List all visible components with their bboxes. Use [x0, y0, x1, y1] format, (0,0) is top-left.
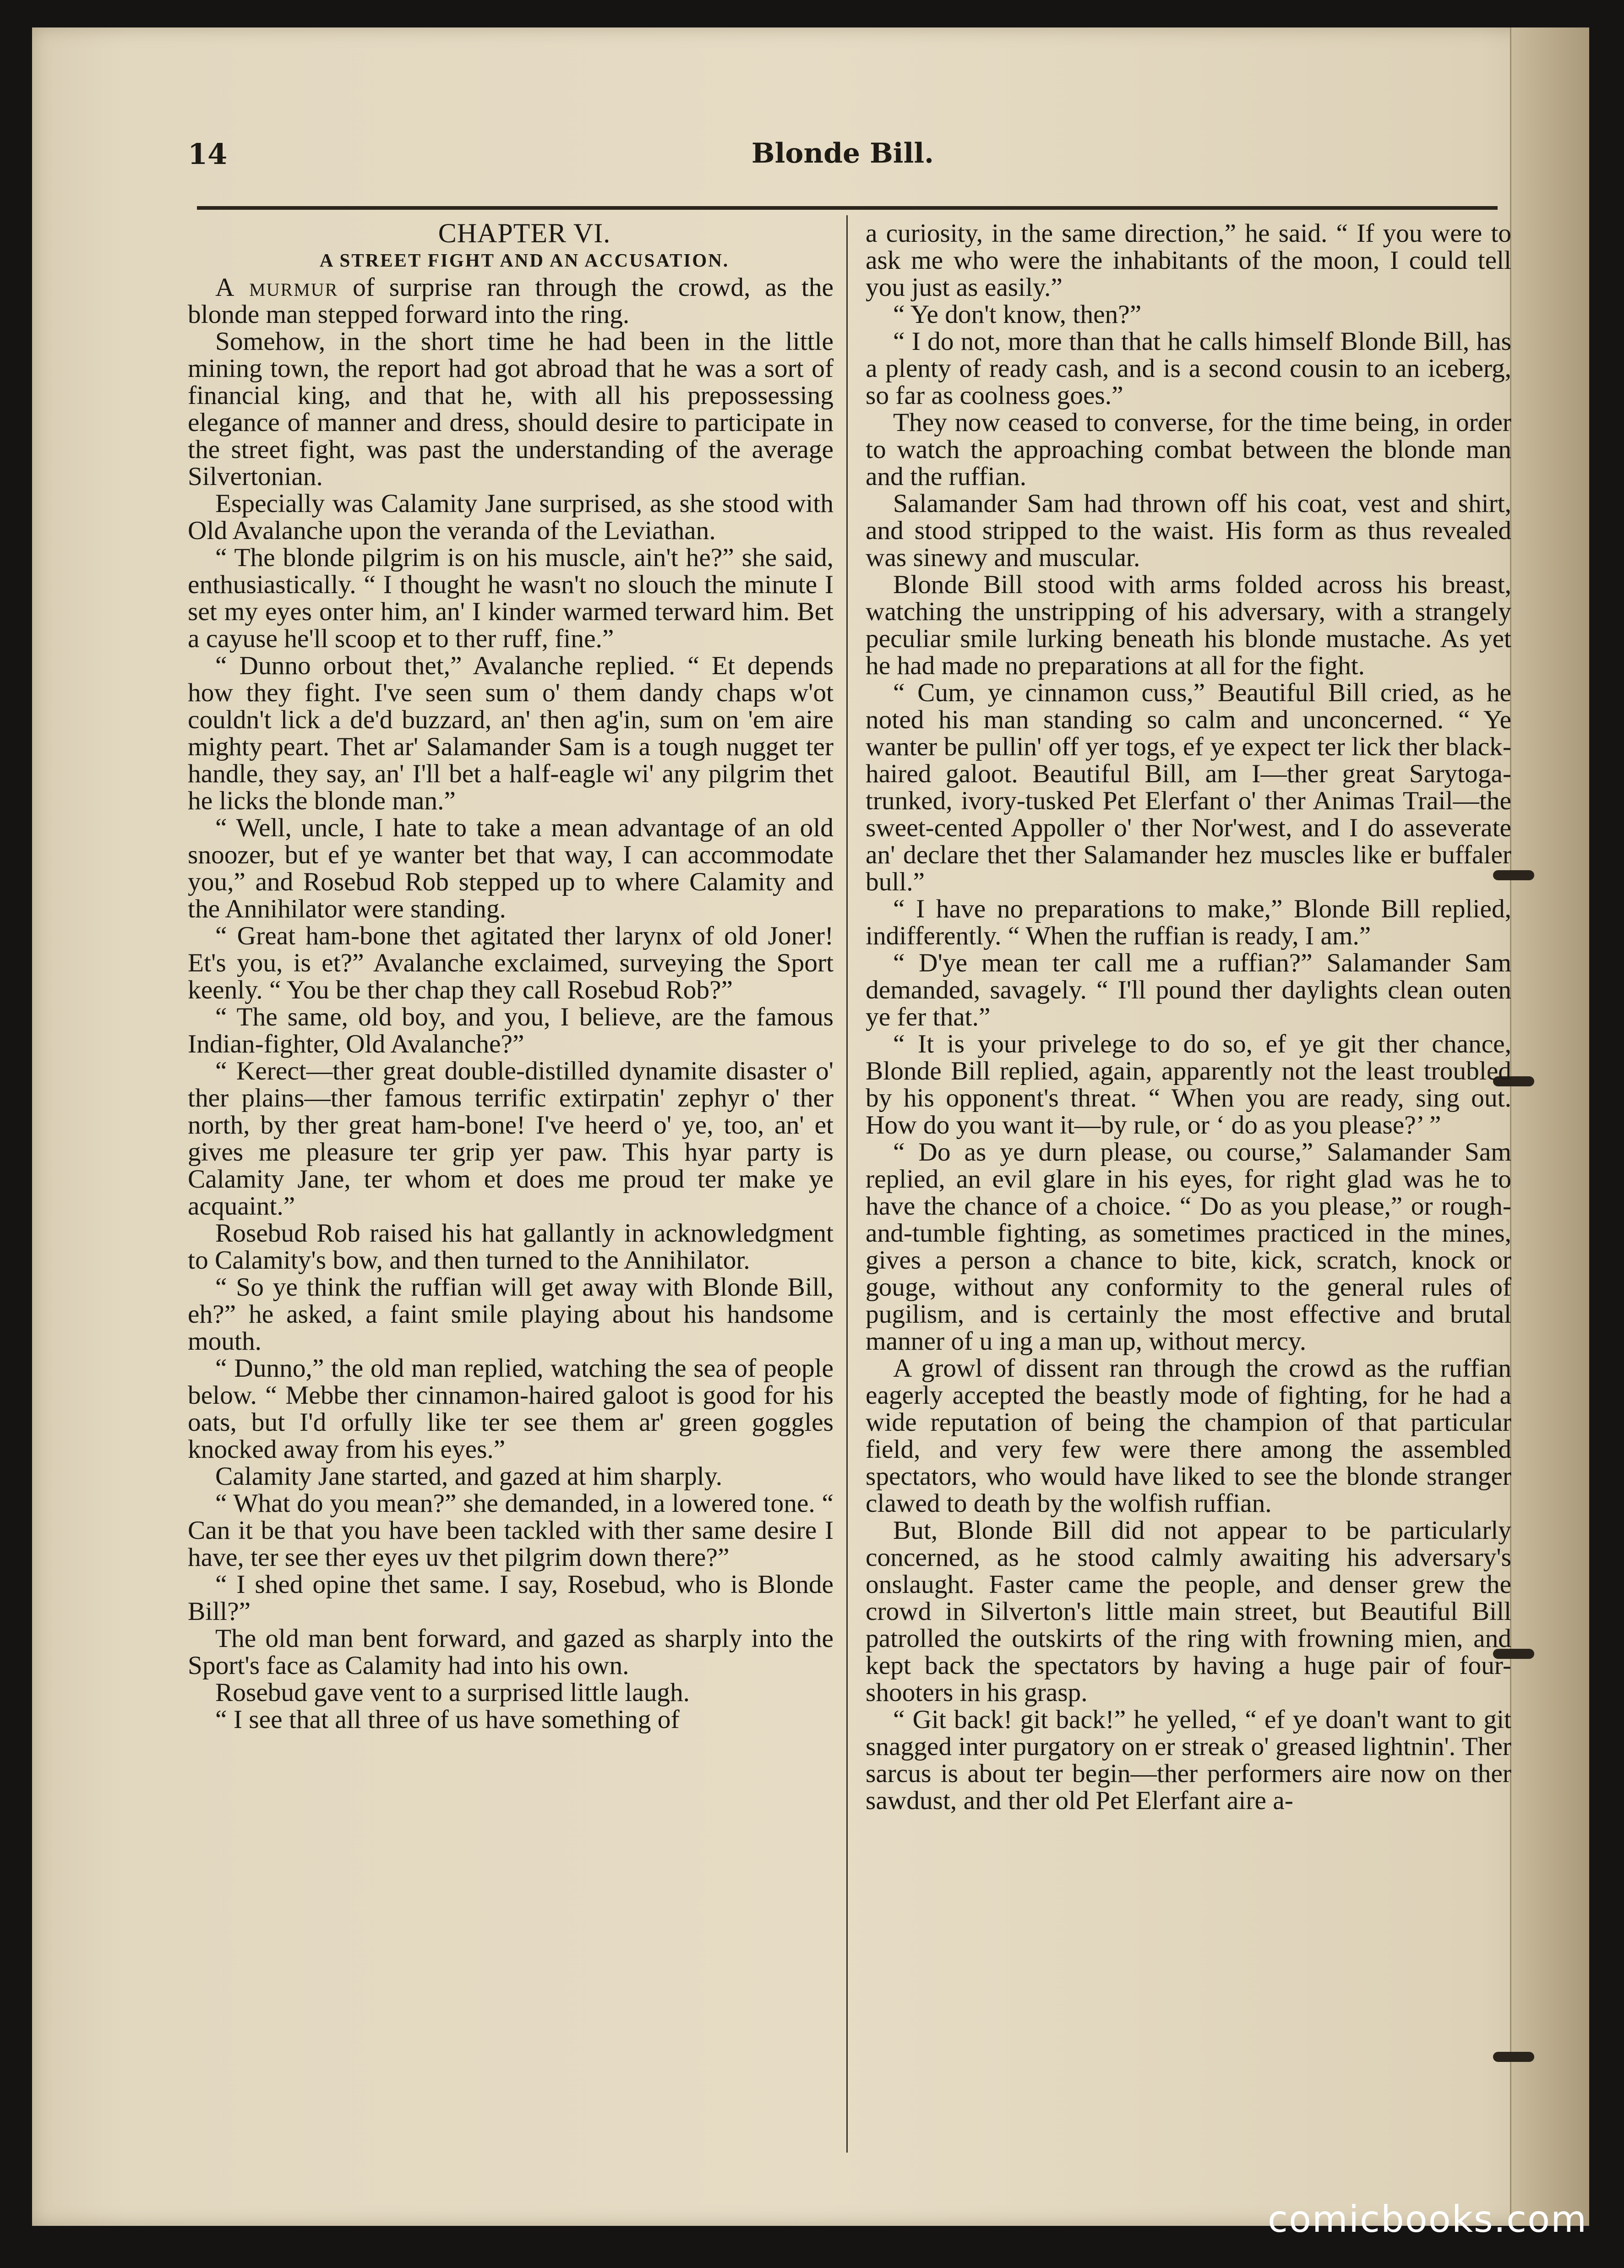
paragraph: “ The same, old boy, and you, I believe, are the famous Indian-fighter, Old Avalanche?”: [188, 1003, 834, 1058]
binding-stitch: [1493, 2052, 1534, 2062]
paragraph: A growl of dissent ran through the crowd as the ruffian eagerly accepted the beastly mode of fighting, for he had a wide reputation of being the champion of that particular field, and very few were there among the assembled spectators, who would have liked to see the blonde stranger clawed to death by the wolfish ruffian.: [866, 1354, 1511, 1518]
paragraph: Salamander Sam had thrown off his coat, vest and shirt, and stood stripped to the waist. His form as thus revealed was sinewy and muscular.: [866, 489, 1511, 572]
paragraph: Calamity Jane started, and gazed at him sharply.: [215, 1462, 723, 1491]
paragraph: “ I see that all three of us have something of: [215, 1705, 680, 1734]
paragraph: Especially was Calamity Jane surprised, as she stood with Old Avalanche upon the veranda of the Leviathan.: [188, 489, 834, 545]
paragraph: “ Ye don't know, then?”: [893, 300, 1142, 329]
opening-rest: of surprise ran through the crowd, as the blonde man stepped forward into the ring.: [188, 273, 834, 329]
paragraph: They now ceased to converse, for the time being, in order to watch the approaching combat between the blonde man and the ruffian.: [866, 408, 1511, 491]
column-divider: [846, 215, 848, 2153]
opening-paragraph: [188, 274, 834, 328]
paragraph: “ Dunno orbout thet,” Avalanche replied. “ Et depends how they fight. I've seen sum o' them dandy chaps w'ot couldn't lick a de'd buzzard, an' then ag'in, sum on 'em aire mighty peart. Thet ar' Salamander Sam is a tough nugget ter handle, they say, an' I'll bet a half-eagle wi' any pilgrim thet he licks the blonde man.”: [188, 651, 834, 815]
continued-paragraph: a curiosity, in the same direction,” he said. “ If you were to ask me who were the inhabitants of the moon, I could tell you just as easily.”: [866, 219, 1511, 302]
paragraph: “ Do as ye durn please, ou course,” Salamander Sam replied, an evil glare in his eyes, for right glad was he to have the chance of a choice. “ Do as you please,” or rough-and-tumble fighting, as sometimes practiced in the mines, gives a person a chance to bite, kick, scratch, knock or gouge, without any conformity to the general rules of pugilism, and is certainly the most effective and brutal manner of u ing a man up, without mercy.: [866, 1138, 1511, 1356]
paragraph: “ Well, uncle, I hate to take a mean advantage of an old snoozer, but ef ye wanter bet that way, I can accommodate you,” and Rosebud Rob stepped up to where Calamity and the Annihilator were standing.: [188, 813, 834, 923]
paragraph: “ Kerect—ther great double-distilled dynamite disaster o' ther plains—ther famous terrific extirpatin' zephyr o' ther north, by ther great ham-bone! I've heerd o' ye, too, an' et gives me pleasure ter grip yer paw. This hyar party is Calamity Jane, ter whom et does me proud ter make ye acquaint.”: [188, 1057, 834, 1221]
page-number: 14: [188, 137, 228, 171]
chapter-subtitle: A STREET FIGHT AND AN ACCUSATION.: [319, 250, 730, 271]
paragraph: “ So ye think the ruffian will get away with Blonde Bill, eh?” he asked, a faint smile playing about his handsome mouth.: [188, 1273, 834, 1356]
paragraph: Rosebud Rob raised his hat gallantly in acknowledgment to Calamity's bow, and then turned to the Annihilator.: [188, 1219, 834, 1275]
paragraph: But, Blonde Bill did not appear to be particularly concerned, as he stood calmly awaiting his adversary's onslaught. Faster came the people, and denser grew the crowd in Silverton's little main street, but Beautiful Bill patrolled the outskirts of the ring with frowning mien, and kept back the spectators by having a huge pair of four-shooters in his grasp.: [866, 1516, 1511, 1707]
paragraph: Somehow, in the short time he had been in the little mining town, the report had got abroad that he was a sort of financial king, and that he, with all his prepossessing elegance of manner and dress, should desire to participate in the street fight, was past the understanding of the average Silvertonian.: [188, 327, 834, 491]
watermark: comicbooks.com: [1267, 2198, 1587, 2241]
paragraph: The old man bent forward, and gazed as sharply into the Sport's face as Calamity had into his own.: [188, 1624, 834, 1680]
paragraph: “ I have no preparations to make,” Blonde Bill replied, indifferently. “ When the ruffian is ready, I am.”: [866, 894, 1511, 950]
running-title: Blonde Bill.: [751, 137, 934, 169]
paragraph: “ It is your privelege to do so, ef ye git ther chance, Blonde Bill replied, again, apparently not the least troubled by his opponent's threat. “ When you are ready, sing out. How do you want it—by rule, or ‘ do as you please?’ ”: [866, 1030, 1511, 1139]
paragraph: “ The blonde pilgrim is on his muscle, ain't he?” she said, enthusiastically. “ I thought he wasn't no slouch the minute I set my eyes onter him, an' I kinder warmed terward him. Bet a cayuse he'll scoop et to ther ruff, fine.”: [188, 543, 834, 653]
paragraph: “ Git back! git back!” he yelled, “ ef ye doan't want to git snagged inter purgatory on er streak o' greased lightnin'. Ther sarcus is about ter begin—ther performers aire now on ther sawdust, and ther old Pet Elerfant aire a-: [866, 1705, 1511, 1815]
opening-lead: A murmur: [215, 273, 338, 302]
header-rule: [197, 206, 1498, 210]
paragraph: “ Great ham-bone thet agitated ther larynx of old Joner! Et's you, is et?” Avalanche exclaimed, surveying the Sport keenly. “ You be ther chap they call Rosebud Rob?”: [188, 921, 834, 1004]
paragraph: “ D'ye mean ter call me a ruffian?” Salamander Sam demanded, savagely. “ I'll pound ther daylights clean outen ye fer that.”: [866, 949, 1511, 1031]
paragraph: Blonde Bill stood with arms folded across his breast, watching the unstripping of his adversary, with a strangely peculiar smile lurking beneath his blonde mustache. As yet he had made no preparations at all for the fight.: [866, 570, 1511, 680]
paragraph: “ I do not, more than that he calls himself Blonde Bill, has a plenty of ready cash, and is a second cousin to an iceberg, so far as coolness goes.”: [866, 327, 1511, 410]
paragraph: Rosebud gave vent to a surprised little laugh.: [215, 1678, 690, 1707]
paragraph: “ I shed opine thet same. I say, Rosebud, who is Blonde Bill?”: [188, 1570, 834, 1626]
left-column: [188, 220, 834, 1733]
right-column: [866, 220, 1511, 1814]
binding-edge: [1510, 27, 1589, 2226]
paragraph: “ Dunno,” the old man replied, watching the sea of people below. “ Mebbe ther cinnamon-haired galoot is good for his oats, but I'd orfully like ter see them ar' green goggles knocked away from his eyes.”: [188, 1354, 834, 1464]
page-header: [188, 137, 1498, 188]
paragraph: “ Cum, ye cinnamon cuss,” Beautiful Bill cried, as he noted his man standing so calm and unconcerned. “ Ye wanter be pullin' off yer togs, ef ye expect ter lick ther black-haired galoot. Beautiful Bill, am I—ther great Sarytoga-trunked, ivory-tusked Pet Elerfant o' ther Animas Trail—the sweet-cented Appoller o' ther Nor'west, and I do asseverate an' declare thet ther Salamander hez muscles like er buffaler bull.”: [866, 678, 1511, 896]
paragraph: “ What do you mean?” she demanded, in a lowered tone. “ Can it be that you have been tackled with ther same desire I have, ter see ther eyes uv thet pilgrim down there?”: [188, 1489, 834, 1572]
chapter-title: CHAPTER VI.: [438, 218, 611, 248]
